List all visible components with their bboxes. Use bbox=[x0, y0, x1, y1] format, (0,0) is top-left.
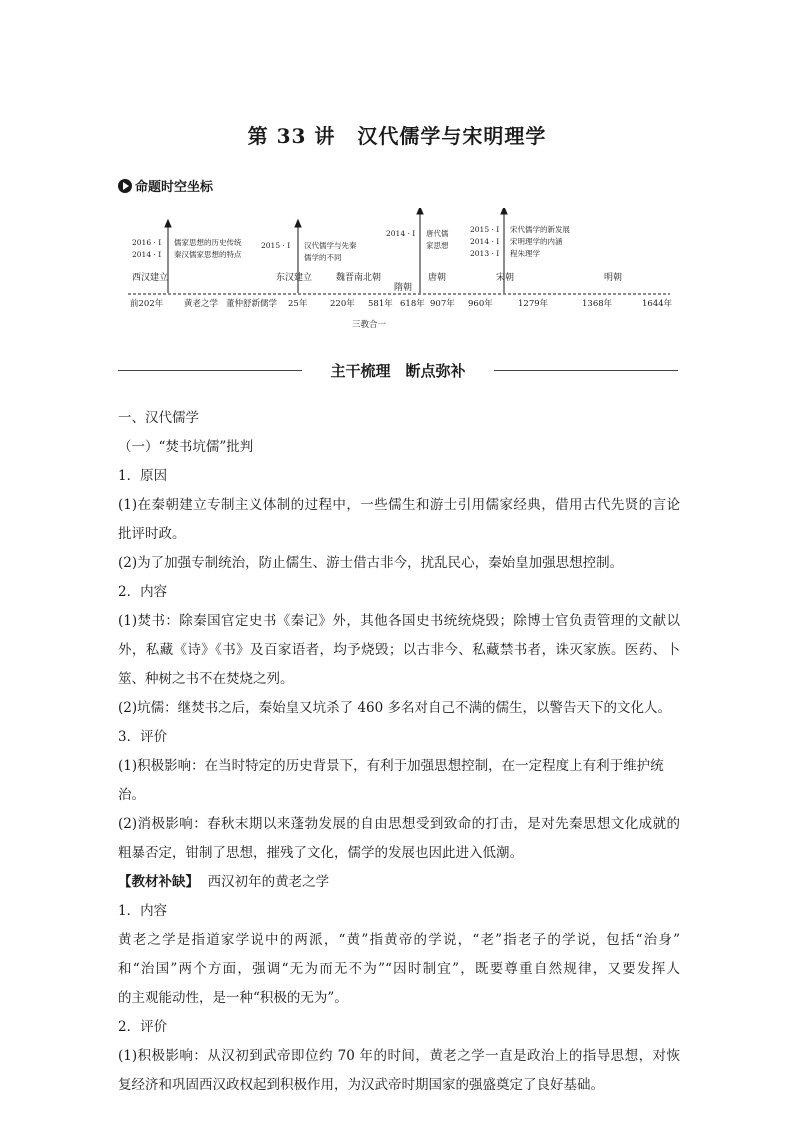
paragraph: 和“治国”两个方面，强调“无为而无不为”“因时制宜”，既要尊重自然规律，又要发挥人 bbox=[118, 961, 680, 977]
subheading: 2．内容 bbox=[118, 584, 168, 600]
group-3-topic-2: 家思想 bbox=[426, 241, 449, 250]
axis-tick-label: 董仲舒新儒学 bbox=[226, 299, 278, 309]
heading-2: （一）“焚书坑儒”批判 bbox=[118, 439, 254, 455]
paragraph: 粗暴否定，钳制了思想，摧残了文化，儒学的发展也因此进入低潮。 bbox=[118, 845, 523, 861]
divider-line-right bbox=[494, 370, 678, 371]
period-label: 宋朝 bbox=[496, 273, 515, 283]
play-circle-icon bbox=[118, 179, 132, 193]
group-3-year-1: 2014 · Ⅰ bbox=[386, 229, 416, 238]
subheading: 1．原因 bbox=[118, 468, 168, 484]
axis-tick-label: 907年 bbox=[430, 299, 455, 309]
axis-tick-label: 1368年 bbox=[582, 299, 613, 309]
group-4-year-1: 2015 · Ⅰ bbox=[470, 225, 500, 234]
axis-tick-label: 25年 bbox=[288, 299, 308, 309]
group-2-year-1: 2015 · Ⅰ bbox=[261, 241, 291, 250]
arrow-3-head bbox=[417, 208, 423, 214]
paragraph: 外，私藏《诗》《书》及百家语者，均予烧毁；以古非今、私藏禁书者，诛灭家族。医药、卜 bbox=[118, 642, 680, 658]
axis-tick-label: 220年 bbox=[330, 299, 355, 309]
axis-tick-label: 1279年 bbox=[518, 299, 549, 309]
body-text bbox=[118, 404, 680, 1100]
axis-tick-label: 618年 bbox=[400, 299, 425, 309]
axis-tick-label: 581年 bbox=[368, 299, 393, 309]
paragraph: 批评时政。 bbox=[118, 526, 186, 542]
paragraph: 复经济和巩固西汉政权起到积极作用，为汉武帝时期国家的强盛奠定了良好基础。 bbox=[118, 1077, 604, 1093]
divider-label: 主干梳理 断点弥补 bbox=[330, 362, 466, 380]
sanjiao-label: 三教合一 bbox=[352, 320, 387, 330]
group-4-year-3: 2013 · Ⅰ bbox=[470, 249, 500, 258]
subheading: 2．评价 bbox=[118, 1019, 168, 1035]
group-1-topic-1: 儒家思想的历史传统 bbox=[174, 238, 242, 247]
supplement-bracket: 【教材补缺】 bbox=[118, 874, 199, 890]
group-4-topic-2: 宋明理学的内涵 bbox=[510, 237, 563, 246]
axis-tick-label: 前202年 bbox=[130, 299, 164, 309]
lesson-title: 汉代儒学与宋明理学 bbox=[357, 124, 547, 148]
group-3-topic-1: 唐代儒 bbox=[426, 229, 449, 238]
group-1-year-2: 2014 · Ⅰ bbox=[132, 250, 162, 259]
paragraph: (2)坑儒：继焚书之后，秦始皇又坑杀了 460 多名对自己不满的儒生，以警告天下的文化人。 bbox=[118, 700, 671, 716]
period-label: 魏晋南北朝 bbox=[336, 273, 382, 283]
paragraph: 筮、种树之书不在焚烧之列。 bbox=[118, 671, 294, 687]
group-4-topic-1: 宋代儒学的新发展 bbox=[510, 225, 570, 234]
arrow-4-head bbox=[501, 208, 507, 214]
paragraph: (2)消极影响：春秋末期以来蓬勃发展的自由思想受到致命的打击，是对先秦思想文化成就的 bbox=[118, 816, 680, 832]
period-label: 唐朝 bbox=[428, 273, 447, 283]
period-label: 明朝 bbox=[604, 273, 623, 283]
timeline-diagram bbox=[118, 208, 680, 334]
section-divider bbox=[118, 360, 678, 382]
supplement-heading bbox=[118, 868, 680, 897]
group-2-topic-2: 儒学的不同 bbox=[304, 253, 342, 262]
supplement-title: 西汉初年的黄老之学 bbox=[207, 874, 330, 890]
page-title bbox=[0, 120, 794, 149]
axis-tick-label: 1644年 bbox=[642, 299, 673, 309]
subheading: 3．评价 bbox=[118, 729, 168, 745]
group-4-topic-3: 程朱理学 bbox=[510, 249, 540, 258]
group-2-topic-1: 汉代儒学与先秦 bbox=[304, 241, 357, 250]
period-label: 东汉建立 bbox=[276, 273, 313, 283]
axis-tick-label: 黄老之学 bbox=[184, 299, 219, 309]
paragraph: 黄老之学是指道家学说中的两派，“黄”指黄帝的学说，“老”指老子的学说，包括“治身” bbox=[118, 932, 680, 948]
paragraph: (2)为了加强专制统治，防止儒生、游士借古非今，扰乱民心，秦始皇加强思想控制。 bbox=[118, 555, 624, 571]
heading-1: 一、汉代儒学 bbox=[118, 410, 199, 426]
axis-tick-label: 960年 bbox=[468, 299, 493, 309]
paragraph: 的主观能动性，是一种“积极的无为”。 bbox=[118, 990, 348, 1006]
section-label bbox=[118, 176, 213, 195]
paragraph: (1)在秦朝建立专制主义体制的过程中，一些儒生和游士引用儒家经典，借用古代先贤的言论 bbox=[118, 497, 680, 513]
period-label: 西汉建立 bbox=[132, 273, 169, 283]
lesson-number: 第 33 讲 bbox=[247, 124, 336, 148]
paragraph: (1)积极影响：在当时特定的历史背景下，有利于加强思想控制，在一定程度上有利于维护统治。 bbox=[118, 758, 664, 803]
paragraph: (1)积极影响：从汉初到武帝即位约 70 年的时间，黄老之学一直是政治上的指导思想，对恢 bbox=[118, 1048, 680, 1064]
section-label-text: 命题时空坐标 bbox=[135, 180, 214, 195]
group-1-year-1: 2016 · Ⅰ bbox=[132, 238, 162, 247]
period-label: 隋朝 bbox=[394, 283, 413, 293]
subheading: 1．内容 bbox=[118, 903, 168, 919]
paragraph: (1)焚书：除秦国官定史书《秦记》外，其他各国史书统统烧毁；除博士官负责管理的文献以 bbox=[118, 613, 680, 629]
arrow-2-head bbox=[295, 220, 301, 227]
group-4-year-2: 2014 · Ⅰ bbox=[470, 237, 500, 246]
arrow-1-head bbox=[165, 220, 171, 227]
group-1-topic-2: 秦汉儒家思想的特点 bbox=[174, 250, 242, 259]
